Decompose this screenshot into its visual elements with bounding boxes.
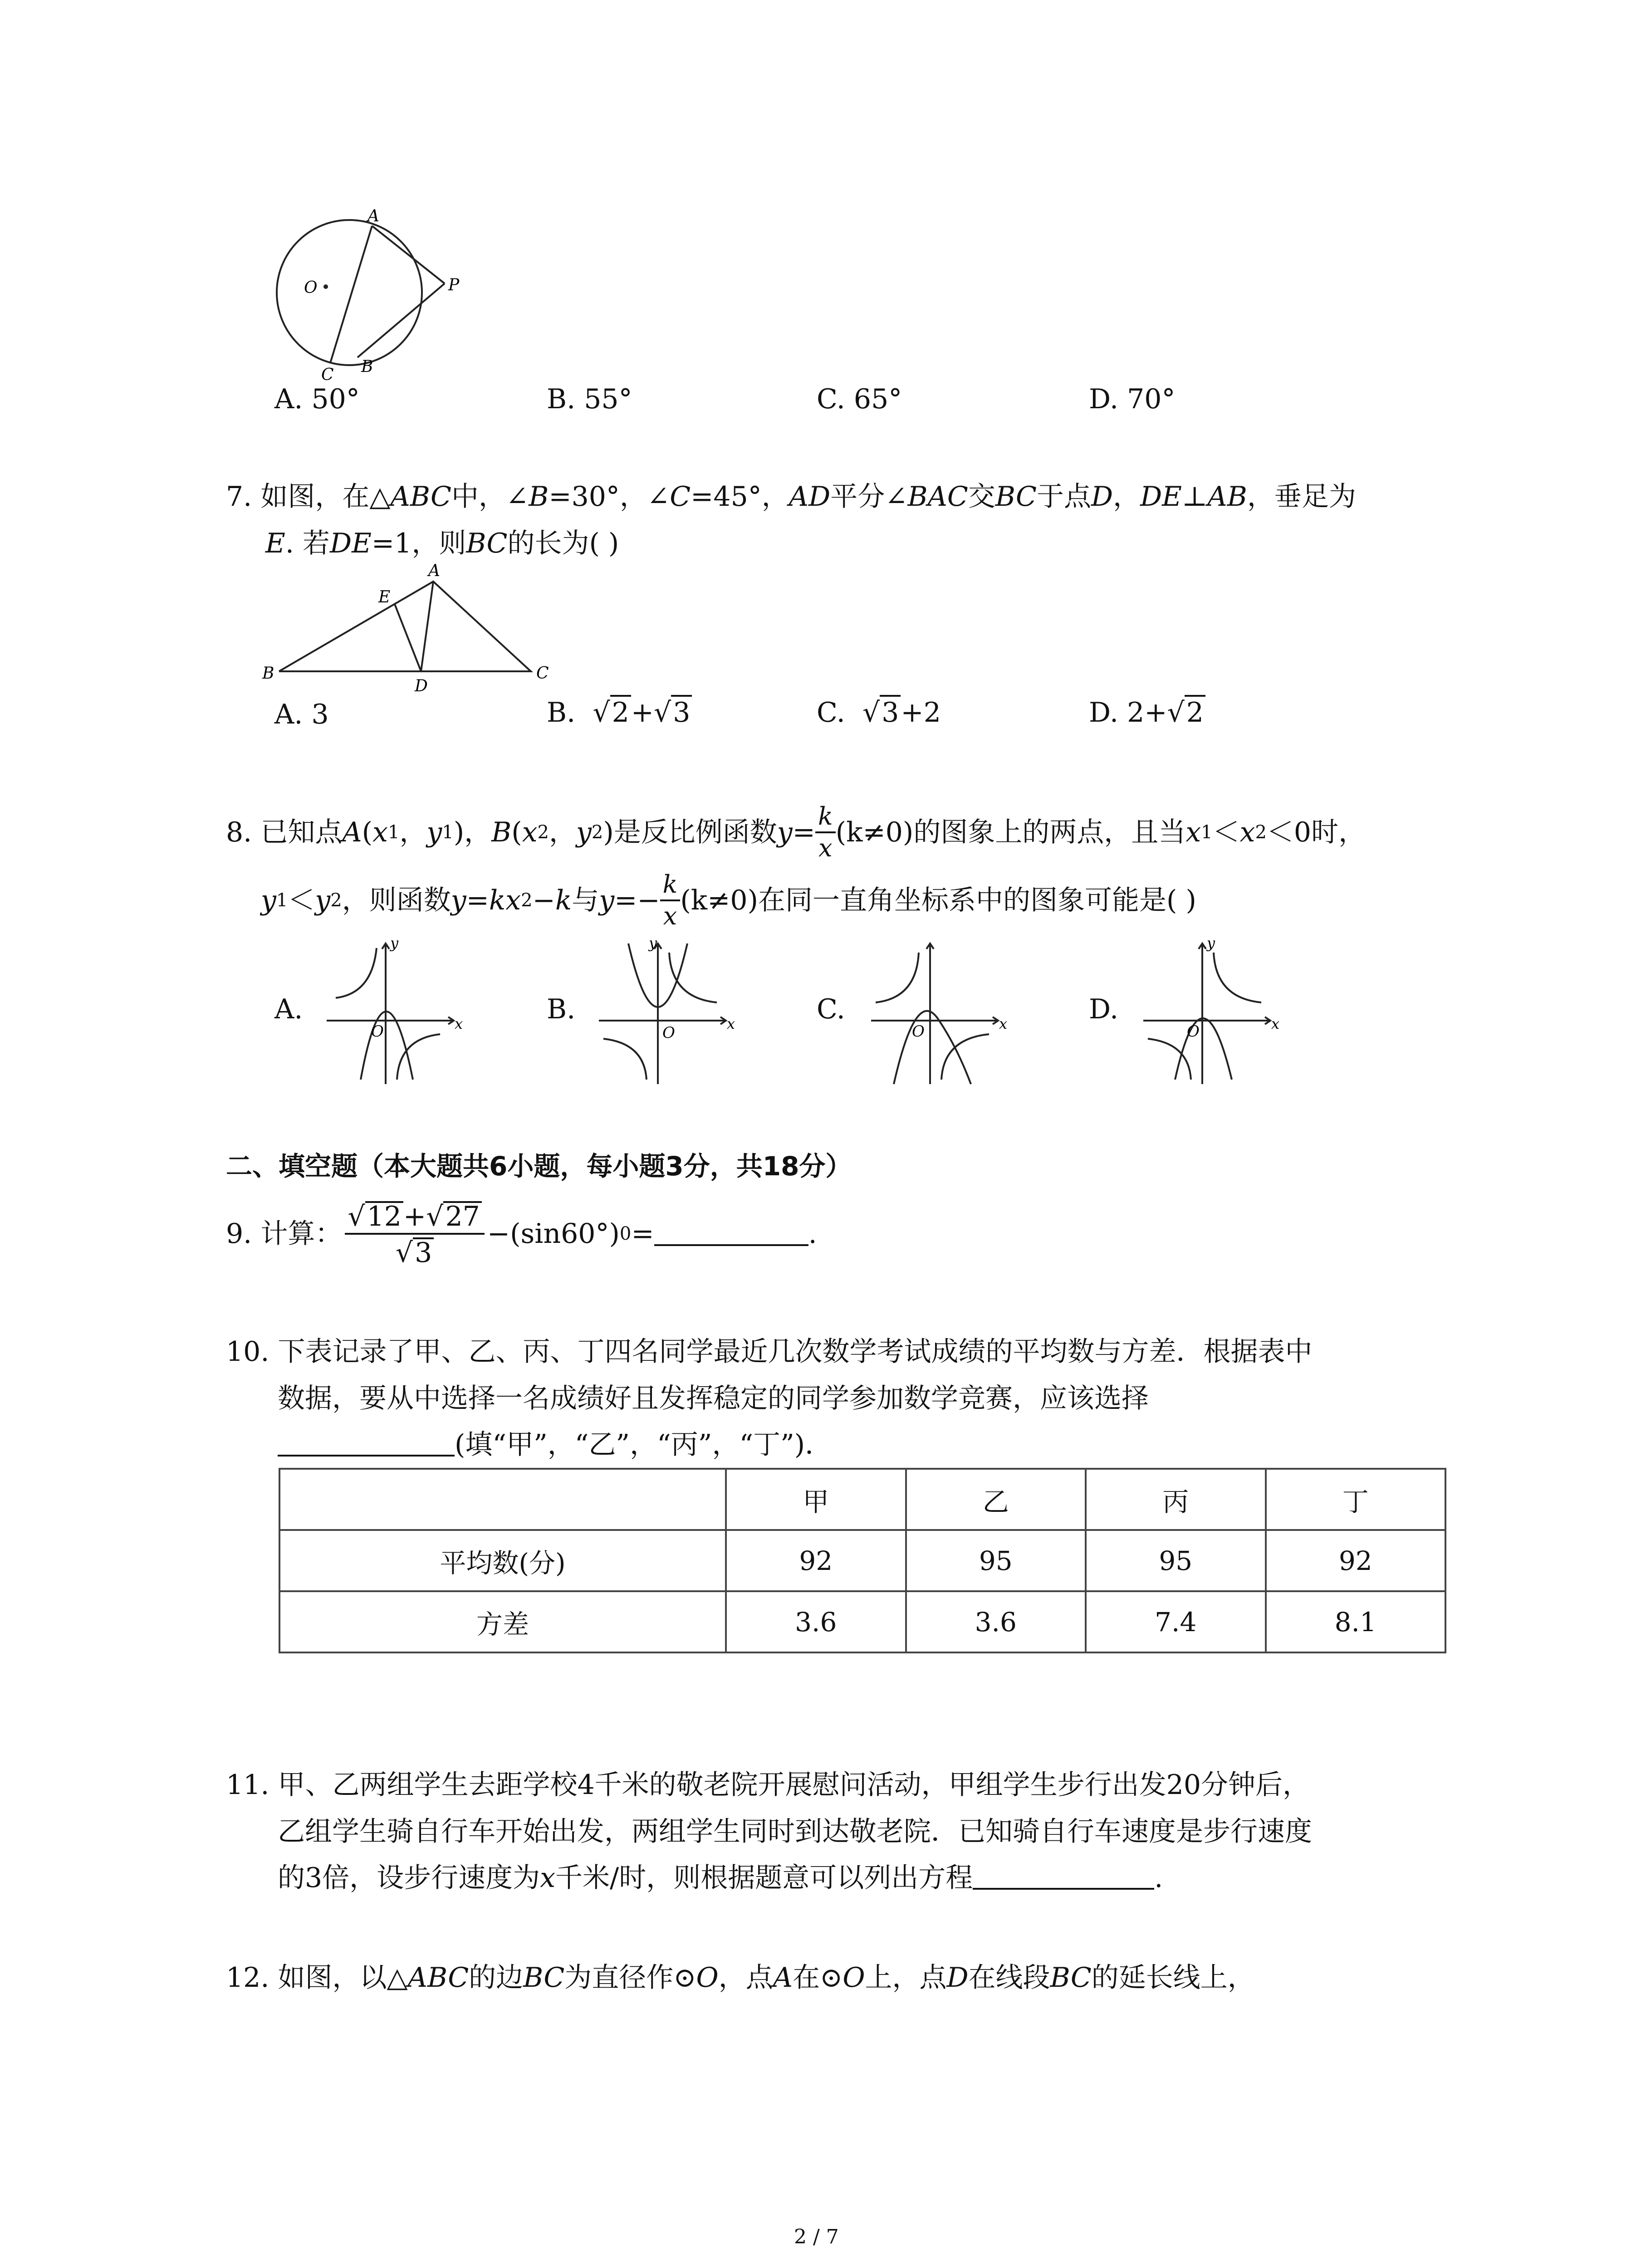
table-header-cell: 丁	[1266, 1469, 1446, 1530]
q11-line3: 的3倍，设步行速度为x千米/时，则根据题意可以列出方程 .	[278, 1862, 1163, 1894]
q9-line: 9. 计算： $\frac{√12+√27}{√3}$ −(sin60°) 0 = .	[226, 1201, 817, 1269]
sqrt-3-icon: √3	[396, 1237, 434, 1266]
table-cell: 95	[906, 1530, 1086, 1591]
q6-option-b: B. 55°	[547, 383, 632, 415]
q6-option-a: A. 50°	[274, 383, 360, 415]
q9-answer-blank[interactable]	[654, 1222, 808, 1246]
q8-graph-b	[590, 934, 735, 1089]
q9-fraction: $\frac{√12+√27}{√3}$	[345, 1201, 484, 1266]
q8-graph-a	[318, 934, 463, 1089]
q7-figure	[259, 562, 558, 694]
q6-tangent-pa	[372, 226, 445, 284]
q7-triangle	[279, 582, 531, 671]
q7-label-a: A	[428, 562, 440, 580]
q7-segment-ad	[421, 582, 433, 671]
q7-option-a: A. 3	[274, 699, 329, 730]
q7-line2: E. 若DE=1，则BC的长为( )	[265, 528, 619, 559]
q8-option-b: B.	[547, 993, 576, 1025]
svg-text:O: O	[371, 1022, 384, 1041]
table-header-cell	[279, 1469, 726, 1530]
q6-option-d: D. 70°	[1089, 383, 1176, 415]
table-cell: 平均数(分)	[279, 1530, 726, 1591]
q8a-hyperbola-upper-left	[336, 948, 377, 998]
table-cell: 3.6	[906, 1591, 1086, 1652]
q7-segment-de	[395, 604, 421, 671]
q7-line1: 7. 如图，在△ABC中，∠B=30°，∠C=45°，AD平分∠BAC交BC于点D，DE⊥AB，垂足为	[226, 481, 1356, 513]
table-cell: 7.4	[1086, 1591, 1266, 1652]
q7-label-c: C	[536, 664, 549, 683]
q7-label-d: D	[415, 677, 428, 694]
q8a-parabola	[361, 1012, 413, 1080]
section-heading-fill-in: 二、填空题（本大题共6小题，每小题3分，共18分）	[226, 1151, 852, 1182]
q10-answer-blank[interactable]	[278, 1432, 455, 1457]
q6-chord-ac	[330, 226, 372, 363]
q11-line1: 11. 甲、乙两组学生去距学校4千米的敬老院开展慰问活动，甲组学生步行出发20分钟后，	[226, 1769, 1310, 1801]
q8-option-d: D.	[1089, 993, 1119, 1025]
table-cell: 方差	[279, 1591, 726, 1652]
svg-text:O: O	[662, 1024, 675, 1042]
q8-graph-d	[1134, 934, 1279, 1089]
table-cell: 3.6	[726, 1591, 906, 1652]
q6-option-c: C. 65°	[817, 383, 902, 415]
table-cell: 8.1	[1266, 1591, 1446, 1652]
q8-line2: y 1 ＜ y 2 ，则函数 y =kx 2 −k 与 y =− $\frac{k}{x}$ (k≠0) 在同一直角坐标系中的图象可能是( )	[261, 870, 1196, 930]
page-number: 2 / 7	[794, 2225, 839, 2248]
svg-text:y: y	[649, 934, 657, 952]
q6-tangent-pb	[358, 284, 445, 357]
q12-line1: 12. 如图，以△ABC的边BC为直径作⊙O，点A在⊙O上，点D在线段BC的延长线上，	[226, 1962, 1255, 1994]
table-header-cell: 丙	[1086, 1469, 1266, 1530]
q7-option-d: D. 2+√2	[1089, 695, 1205, 728]
table-cell: 95	[1086, 1530, 1266, 1591]
q7-option-c: C. √3+2	[817, 695, 941, 728]
svg-text:x: x	[727, 1015, 735, 1032]
table-header-cell: 甲	[726, 1469, 906, 1530]
sqrt-3-icon: √3	[862, 695, 901, 728]
q7-label-b: B	[262, 664, 274, 683]
table-header-cell: 乙	[906, 1469, 1086, 1530]
q6-label-b: B	[361, 357, 373, 376]
q7-label-e: E	[378, 588, 391, 606]
svg-text:x: x	[1271, 1015, 1279, 1032]
sqrt-12-icon: √12	[348, 1201, 403, 1230]
svg-text:x: x	[999, 1015, 1007, 1032]
svg-text:O: O	[912, 1022, 925, 1041]
table-row	[279, 1530, 1445, 1591]
q6-label-p: P	[448, 276, 460, 294]
q8-line1: 8. 已知点 A ( x 1 ， y 1 )， B ( x 2 ， y 2 ) 是反比例函数 y = $\frac{k}{x}$ (k≠0) 的图象上的两点，且当 x 1 ＜ x 2 ＜0时，	[226, 802, 1366, 862]
sqrt-3-icon: √3	[654, 695, 692, 728]
table-row	[279, 1591, 1445, 1652]
svg-text:x: x	[455, 1015, 463, 1032]
q11-answer-blank[interactable]	[973, 1865, 1154, 1890]
q6-label-c: C	[321, 366, 334, 381]
table-header-row	[279, 1469, 1445, 1530]
q6-circle	[277, 220, 422, 365]
q10-line2: 数据，要从中选择一名成绩好且发挥稳定的同学参加数学竞赛，应该选择	[278, 1383, 1149, 1414]
q8-fraction-k-over-x: $\frac{k}{x}$	[815, 804, 836, 860]
sqrt-2-icon: √2	[593, 695, 631, 728]
svg-text:y: y	[390, 934, 399, 952]
q8-graph-c	[862, 934, 1007, 1089]
q8-option-a: A.	[274, 993, 303, 1025]
q11-line2: 乙组学生骑自行车开始出发，两组学生同时到达敬老院．已知骑自行车速度是步行速度	[278, 1816, 1312, 1848]
table-cell: 92	[1266, 1530, 1446, 1591]
q8-option-c: C.	[817, 993, 845, 1025]
q6-label-o: O	[304, 279, 318, 297]
q6-label-a: A	[367, 209, 379, 225]
sqrt-2-icon: √2	[1167, 695, 1205, 728]
q6-figure	[254, 209, 481, 381]
q8-fraction-k-over-x-2: $\frac{k}{x}$	[660, 872, 681, 929]
svg-text:y: y	[1207, 934, 1215, 952]
q6-center-dot	[323, 284, 328, 289]
q10-line3: (填“甲”，“乙”，“丙”，“丁”)．	[278, 1431, 832, 1458]
table-cell: 92	[726, 1530, 906, 1591]
q10-line1: 10. 下表记录了甲、乙、丙、丁四名同学最近几次数学考试成绩的平均数与方差．根据表中	[226, 1336, 1313, 1368]
q10-score-table	[279, 1468, 1446, 1653]
svg-text:O: O	[1187, 1022, 1200, 1041]
q7-option-b: B. √2+√3	[547, 695, 692, 728]
sqrt-27-icon: √27	[426, 1201, 482, 1230]
